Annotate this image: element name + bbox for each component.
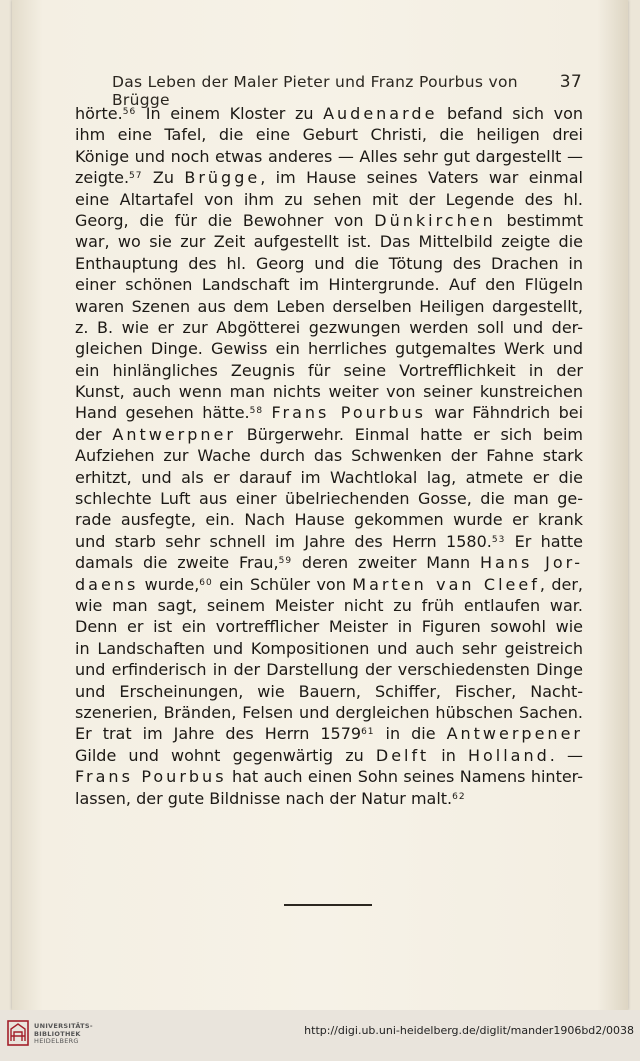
text-line [75,638,583,659]
text-run: Er hatte [505,531,583,551]
text-line [75,766,583,787]
text-line [75,402,583,423]
text-line [75,723,583,744]
spaced-name: Frans Pourbus [271,403,426,423]
text-line [75,745,583,766]
text-line [75,317,583,338]
text-run: Denn er ist ein vortrefflicher Meister in Figuren sowohl wie [75,617,583,637]
text-run: szenerien, Bränden, Felsen und dergleichen hübschen Sachen. [75,702,583,722]
text-run: war, wo sie zur Zeit aufgestellt ist. Das Mittelbild zeigte die [75,232,583,252]
text-run: . — [549,745,584,765]
text-run: Er trat im Jahre des Herrn 1579 [75,724,362,744]
permalink-url[interactable]: http://digi.ub.uni-heidelberg.de/diglit/mander1906bd2/0038 [304,1024,634,1037]
text-run: der [75,424,113,444]
text-run: wie man sagt, seinem Meister nicht zu früh entlaufen war. [75,595,583,615]
text-run: und Erscheinungen, wie Bauern, Schiffer, Fischer, Nacht- [75,681,583,701]
text-line [75,595,583,616]
text-run: in Landschaften und Kompositionen und auch sehr geistreich [75,638,583,658]
spaced-name: Antwerpener [446,724,583,744]
footnote-marker: 56 [122,107,137,117]
text-run: bestimmt [495,210,583,230]
text-line [75,424,583,445]
footnote-marker: 60 [199,577,213,588]
text-line [75,702,583,723]
text-line [75,338,583,359]
footnote-marker: 59 [278,556,293,567]
footnote-marker: 58 [249,406,264,417]
text-line [75,124,583,145]
text-line [75,445,583,466]
text-run: rade ausfegte, ein. Nach Hause gekommen wurde er krank [75,510,583,530]
body-text [75,103,583,809]
text-line [75,360,583,381]
running-title: Das Leben der Maler Pieter und Franz Pourbus von Brügge [112,73,518,109]
text-line [75,552,583,573]
text-run: einer schönen Landschaft im Hintergrunde. Auf den Flügeln [75,275,583,295]
text-run: erhitzt, und als er darauf im Wachtlokal lag, atmete er die [75,467,583,487]
text-line [75,509,583,530]
text-run: , der, [539,574,584,594]
footnote-marker: 53 [491,534,506,545]
text-line [75,146,583,167]
section-rule [284,904,372,906]
text-line [75,296,583,317]
text-run: z. B. wie er zur Abgötterei gezwungen werden soll und der- [75,317,583,337]
text-line [75,167,583,188]
text-line [75,531,583,552]
spaced-name: Hans Jor- [480,553,584,573]
text-run: Bürgerwehr. Einmal hatte er sich beim [235,424,583,444]
text-line [75,253,583,274]
text-run: hat auch einen Sohn seines Namens hinter- [226,767,584,787]
spaced-name: Delft [375,745,430,765]
text-line [75,103,583,124]
institution-name: UNIVERSITÄTS- BIBLIOTHEK HEIDELBERG [34,1022,93,1045]
text-run: und erfinderisch in der Darstellung der verschiedensten Dinge [75,660,583,680]
text-run: Könige und noch etwas anderes — Alles sehr gut dargestellt — [75,146,583,166]
text-line [75,274,583,295]
text-line [75,231,583,252]
text-run: damals die zweite Frau, [75,553,279,573]
spaced-name: Holland [467,745,550,765]
text-run: Enthauptung des hl. Georg und die Tötung des Drachen in [75,253,583,273]
text-run: ihm eine Tafel, die eine Geburt Christi, die heiligen drei [75,125,583,145]
text-run: ein Schüler von [212,574,353,594]
text-run: und starb sehr schnell im Jahre des Herrn 1580. [75,531,492,551]
text-run: in die [374,724,447,744]
page-number: 37 [559,72,582,92]
text-run: Zu [142,168,185,188]
text-run: war Fähndrich bei [426,403,584,423]
text-run: Gilde und wohnt gegenwärtig zu [75,745,376,765]
text-run: zeigte. [75,168,130,188]
university-seal-icon [7,1020,29,1046]
footnote-marker: 62 [452,791,466,802]
text-run: in [429,745,468,765]
text-line [75,788,583,809]
text-run: Hand gesehen hätte. [75,403,250,423]
text-line [75,381,583,402]
spaced-name: Frans Pourbus [75,767,227,787]
text-line [75,659,583,680]
spaced-name: Dünkirchen [374,210,496,230]
spaced-name: daens [75,574,139,594]
text-run: eine Altartafel von ihm zu sehen mit der Legende des hl. [75,189,583,209]
text-line [75,467,583,488]
text-run: lassen, der gute Bildnisse nach der Natur malt. [75,788,453,808]
text-line [75,616,583,637]
footnote-marker: 61 [361,727,375,738]
text-run: Georg, die für die Bewohner von [75,210,375,230]
text-run: In einem Kloster zu [136,104,324,123]
text-run: ein hinlängliches Zeugnis für seine Vortrefflichkeit in der [75,360,583,380]
text-line [75,189,583,210]
text-run: gleichen Dinge. Gewiss ein herrliches gutgemaltes Werk und [75,339,583,359]
text-run: Kunst, auch wenn man nichts weiter von seiner kunstreichen [75,382,583,402]
spaced-name: Brügge [184,168,261,188]
spaced-name: Marten van Cleef [352,574,540,594]
text-line [75,488,583,509]
text-run: schlechte Luft aus einer übelriechenden Gosse, die man ge- [75,489,583,509]
footer-bar [0,1010,640,1061]
text-run: hörte. [75,104,123,123]
text-line [75,210,583,231]
text-run: deren zweiter Mann [292,553,481,573]
text-line [75,574,583,595]
text-run: Aufziehen zur Wache durch das Schwenken der Fahne stark [75,446,583,466]
text-run: wurde, [138,574,200,594]
text-run: , im Hause seines Vaters war einmal [260,168,583,188]
text-line [75,681,583,702]
book-page [12,0,628,1010]
spaced-name: Antwerpner [112,424,236,444]
spaced-name: Audenarde [323,104,438,123]
text-run: waren Szenen aus dem Leben derselben Heiligen dargestellt, [75,296,583,316]
footnote-marker: 57 [129,171,143,182]
text-run: befand sich von [437,104,583,123]
